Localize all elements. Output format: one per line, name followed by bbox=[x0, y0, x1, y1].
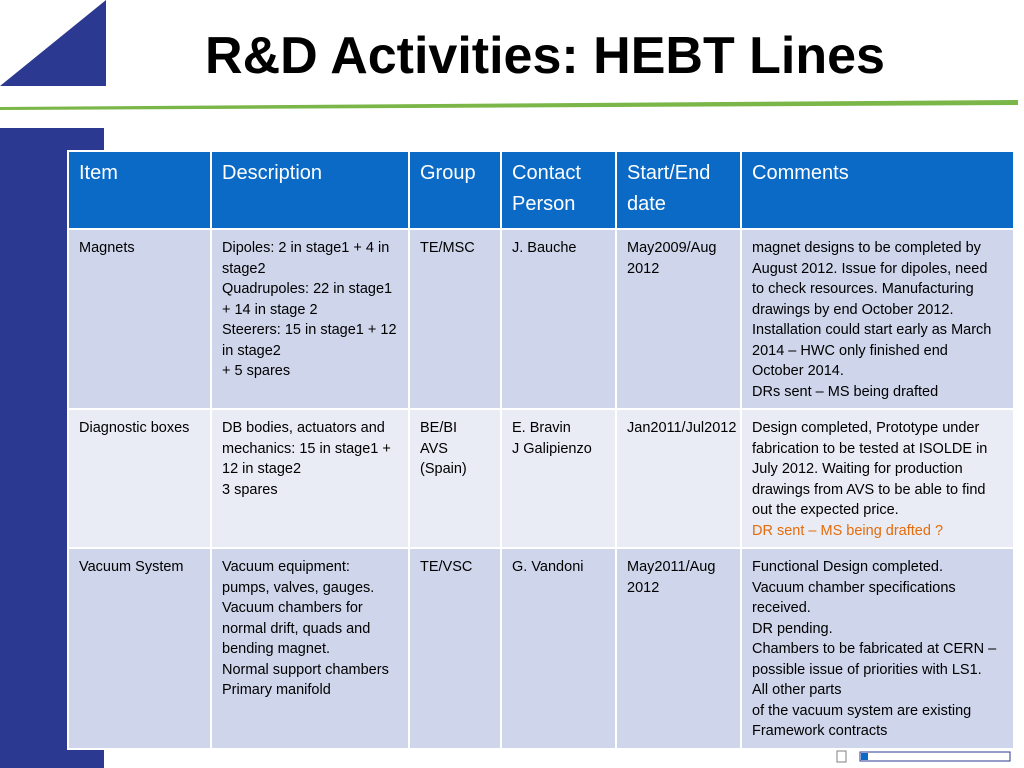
cell-line: Functional Design completed. bbox=[752, 559, 944, 575]
table-header-row bbox=[68, 151, 1014, 229]
cell-group bbox=[409, 229, 501, 409]
slide-frame-icon bbox=[837, 751, 846, 762]
cell-line: DB bodies, actuators and mechanics: 15 in stage1 + 12 in stage2 bbox=[222, 420, 391, 477]
cell-line: All other parts bbox=[752, 682, 842, 698]
cell-line: Chambers to be fabricated at CERN – possible issue of priorities with LS1. bbox=[752, 641, 997, 678]
cell-line: 3 spares bbox=[222, 481, 278, 498]
cell-line: Vacuum chamber specifications received. bbox=[752, 579, 956, 616]
activities-table bbox=[67, 150, 1015, 750]
cell-description bbox=[211, 409, 409, 548]
header-item: Item bbox=[68, 151, 211, 229]
table-row bbox=[68, 229, 1014, 409]
cell-line: DRs sent – MS being drafted bbox=[752, 383, 939, 400]
cell-line: J Galipienzo bbox=[512, 440, 592, 457]
status-highlight-text: DR sent – MS being drafted ? bbox=[752, 522, 944, 539]
cell-line: TE/VSC bbox=[420, 559, 473, 575]
cell-start-end-date: May2009/Aug 2012 bbox=[616, 229, 741, 409]
table-row bbox=[68, 548, 1014, 749]
cell-comments bbox=[741, 548, 1014, 749]
cell-line: Installation could start early as March 2014 – HWC only finished end October 2014. bbox=[752, 322, 992, 379]
cell-group bbox=[409, 409, 501, 548]
cell-line: AVS bbox=[420, 440, 448, 457]
cell-description bbox=[211, 548, 409, 749]
progress-fill bbox=[861, 753, 868, 760]
cell-item: Vacuum System bbox=[68, 548, 211, 749]
cell-item: Magnets bbox=[68, 229, 211, 409]
cell-line: Dipoles: 2 in stage1 + 4 in stage2 bbox=[222, 240, 390, 277]
cell-line: DR pending. bbox=[752, 620, 833, 637]
cell-line: Primary manifold bbox=[222, 682, 331, 698]
header-comments: Comments bbox=[741, 151, 1014, 229]
cell-line: E. Bravin bbox=[512, 420, 571, 436]
cell-line: Normal support chambers bbox=[222, 661, 389, 678]
cell-contact-person bbox=[501, 229, 616, 409]
cell-line: magnet designs to be completed by August 2012. Issue for dipoles, need to check resources. Manufacturing drawings by end October 2012. bbox=[752, 240, 988, 318]
slide-title: R&D Activities: HEBT Lines bbox=[205, 27, 885, 85]
header-group: Group bbox=[409, 151, 501, 229]
cell-comments bbox=[741, 229, 1014, 409]
cell-item: Diagnostic boxes bbox=[68, 409, 211, 548]
cell-line: Vacuum equipment: pumps, valves, gauges. bbox=[222, 559, 375, 596]
cell-line: + 5 spares bbox=[222, 363, 291, 379]
cell-line: Vacuum chambers for normal drift, quads and bending magnet. bbox=[222, 600, 371, 657]
cell-line: Quadrupoles: 22 in stage1 + 14 in stage 2 bbox=[222, 281, 393, 318]
header-description: Description bbox=[211, 151, 409, 229]
cell-contact-person bbox=[501, 548, 616, 749]
header-contact-person: Contact Person bbox=[501, 151, 616, 229]
cell-description bbox=[211, 229, 409, 409]
table-row bbox=[68, 409, 1014, 548]
cell-contact-person bbox=[501, 409, 616, 548]
footer-navigation-icons bbox=[836, 748, 1016, 764]
progress-track bbox=[860, 752, 1010, 761]
cell-start-end-date: Jan2011/Jul2012 bbox=[616, 409, 741, 548]
cell-line: Design completed, Prototype under fabrication to be tested at ISOLDE in July 2012. Waiting for production drawings from AVS to be able to find out the expected price. bbox=[752, 420, 988, 518]
table-body bbox=[68, 229, 1014, 749]
cell-group bbox=[409, 548, 501, 749]
cell-line: TE/MSC bbox=[420, 240, 475, 256]
cell-line: Steerers: 15 in stage1 + 12 in stage2 bbox=[222, 322, 397, 359]
cell-line: G. Vandoni bbox=[512, 559, 584, 575]
green-divider-line bbox=[0, 100, 1024, 110]
cell-line: J. Bauche bbox=[512, 240, 577, 256]
cell-comments bbox=[741, 409, 1014, 548]
header-start-end-date: Start/End date bbox=[616, 151, 741, 229]
cell-line: of the vacuum system are existing Framework contracts bbox=[752, 702, 972, 739]
cell-start-end-date: May2011/Aug 2012 bbox=[616, 548, 741, 749]
cell-line: BE/BI bbox=[420, 420, 458, 436]
cell-line: (Spain) bbox=[420, 461, 467, 477]
